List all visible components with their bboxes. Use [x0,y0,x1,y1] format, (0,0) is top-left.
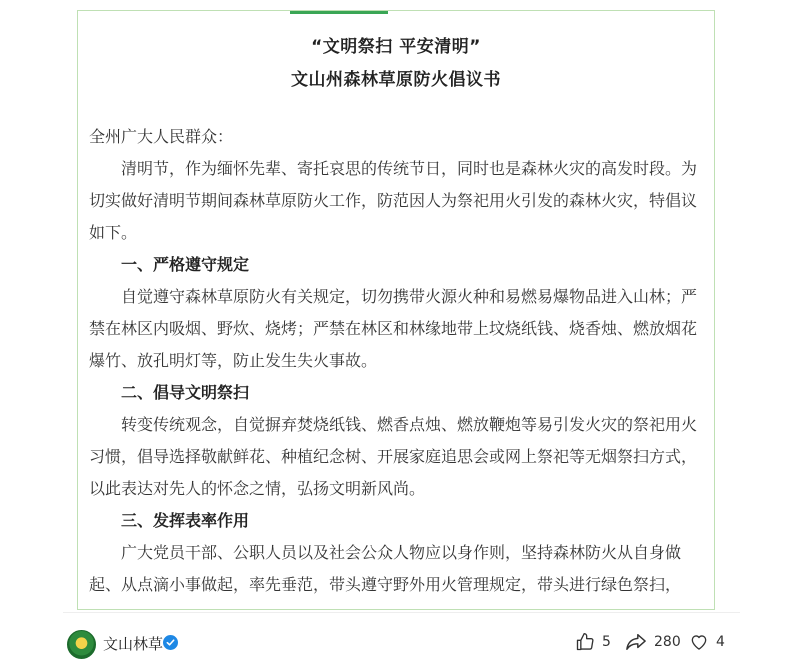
verified-check-icon [163,635,178,650]
section2-paragraph: 转变传统观念，自觉摒弃焚烧纸钱、燃香点烛、燃放鞭炮等易引发火灾的祭祀用火习惯，倡导选择敬献鲜花、种植纪念树、开展家庭追思会或网上祭祀等无烟祭扫方式，以此表达对先人的怀念之情，弘扬文明新风尚。 [89,415,698,498]
intro-paragraph: 清明节，作为缅怀先辈、寄托哀思的传统节日，同时也是森林火灾的高发时段。为切实做好清明节期间森林草原防火工作，防范因人为祭祀用火引发的森林火灾，特倡议如下。 [89,159,698,242]
article-title-line2: 文山州森林草原防火倡议书 [291,70,501,90]
post-footer-bar [63,612,740,665]
article-body [89,121,707,601]
like-button[interactable] [575,630,611,654]
article-card [77,10,715,610]
like-count: 5 [602,634,611,650]
heart-button[interactable] [689,630,725,654]
section2-heading: 二、倡导文明祭扫 [121,383,250,402]
account-avatar-icon[interactable] [67,630,96,659]
share-button[interactable] [625,630,681,654]
heart-icon [689,632,709,652]
account-name[interactable]: 文山林草 [103,635,164,653]
section3-paragraph: 广大党员干部、公职人员以及社会公众人物应以身作则，坚持森林防火从自身做起、从点滴小事做起，率先垂范，带头遵守野外用火管理规定，带头进行绿色祭扫， [89,543,682,594]
share-count: 280 [654,634,681,650]
thumbs-up-icon [575,632,595,652]
section1-heading: 一、严格遵守规定 [121,255,250,274]
article-title-line1: “文明祭扫 平安清明” [311,37,481,57]
greeting: 全州广大人民群众： [89,127,234,146]
accent-bar [290,10,388,14]
share-arrow-icon [625,632,647,652]
heart-count: 4 [716,634,725,650]
section3-heading: 三、发挥表率作用 [121,511,250,530]
section1-paragraph: 自觉遵守森林草原防火有关规定，切勿携带火源火种和易燃易爆物品进入山林；严禁在林区内吸烟、野炊、烧烤；严禁在林区和林缘地带上坟烧纸钱、烧香烛、燃放烟花爆竹、放孔明灯等，防止发生失火事故。 [89,287,698,370]
